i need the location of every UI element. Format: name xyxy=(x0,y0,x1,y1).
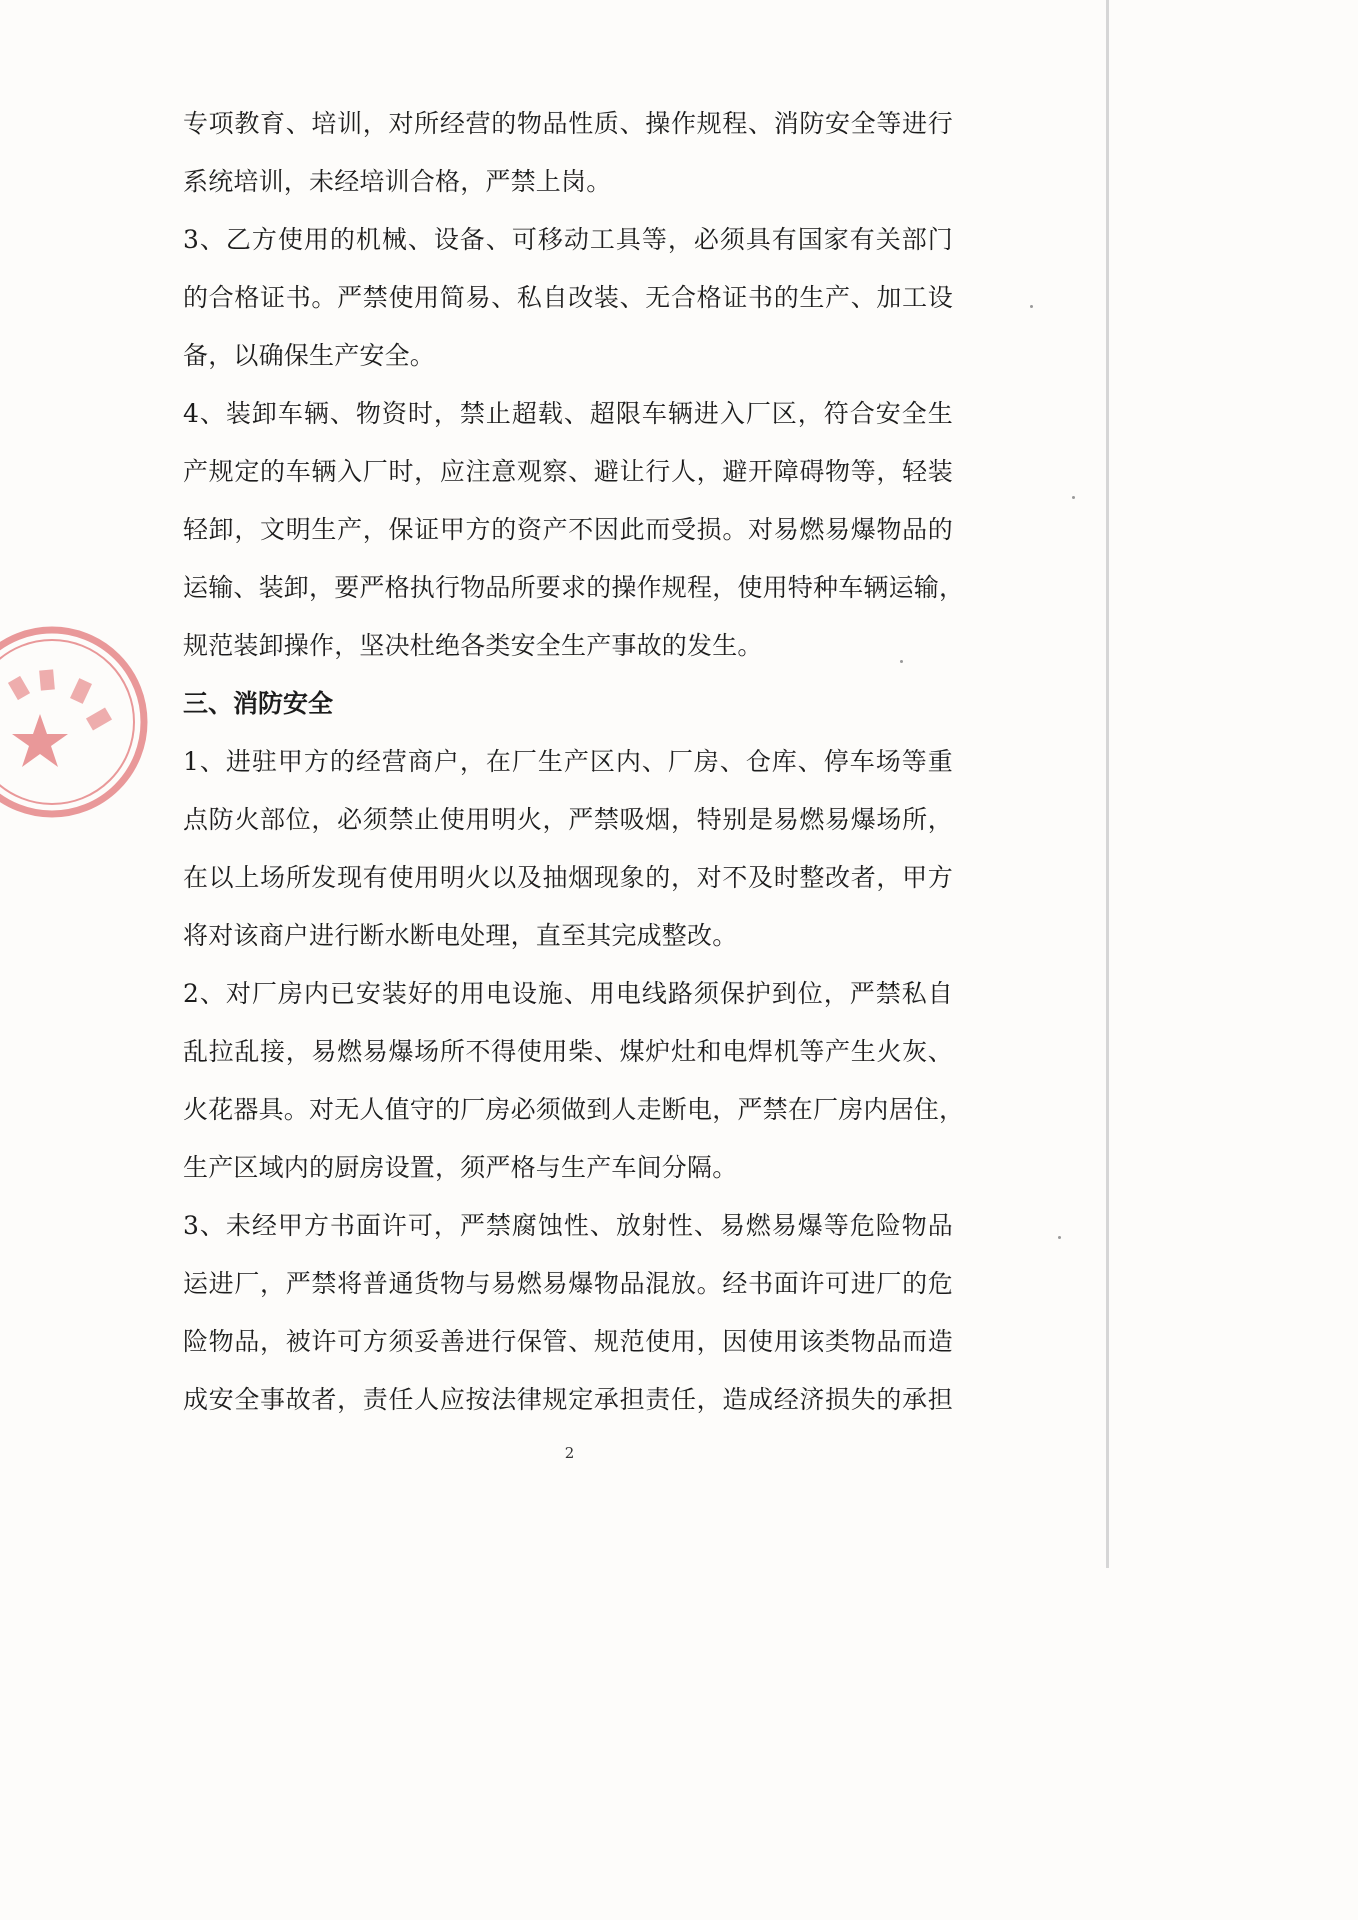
text-line: 3、未经甲方书面许可，严禁腐蚀性、放射性、易燃易爆等危险物品 xyxy=(183,1211,953,1240)
text-line: 4、装卸车辆、物资时，禁止超载、超限车辆进入厂区，符合安全生 xyxy=(183,399,953,428)
text-line: 1、进驻甲方的经营商户，在厂生产区内、厂房、仓库、停车场等重 xyxy=(183,747,953,776)
text-line: 生产区域内的厨房设置，须严格与生产车间分隔。 xyxy=(183,1153,738,1182)
text-line: 2、对厂房内已安装好的用电设施、用电线路须保护到位，严禁私自 xyxy=(183,979,953,1008)
text-line: 在以上场所发现有使用明火以及抽烟现象的，对不及时整改者，甲方 xyxy=(183,863,953,892)
text-line: 3、乙方使用的机械、设备、可移动工具等，必须具有国家有关部门 xyxy=(183,225,953,254)
section-heading: 三、消防安全 xyxy=(183,689,334,718)
text-line: 专项教育、培训，对所经营的物品性质、操作规程、消防安全等进行 xyxy=(183,109,953,138)
seal-text-arc xyxy=(8,669,112,730)
text-line: 轻卸，文明生产，保证甲方的资产不因此而受损。对易燃易爆物品的 xyxy=(183,515,953,544)
page-number: 2 xyxy=(564,1444,575,1462)
text-line: 产规定的车辆入厂时，应注意观察、避让行人，避开障碍物等，轻装 xyxy=(183,457,953,486)
text-line: 运进厂，严禁将普通货物与易燃易爆物品混放。经书面许可进厂的危 xyxy=(183,1269,953,1298)
scan-edge xyxy=(1106,0,1109,1568)
seal-star-icon xyxy=(12,714,68,767)
text-line: 险物品，被许可方须妥善进行保管、规范使用，因使用该类物品而造 xyxy=(183,1327,953,1356)
scan-speck xyxy=(1072,496,1075,499)
text-line: 乱拉乱接，易燃易爆场所不得使用柴、煤炉灶和电焊机等产生火灰、 xyxy=(183,1037,953,1066)
text-line: 成安全事故者，责任人应按法律规定承担责任，造成经济损失的承担 xyxy=(183,1385,953,1414)
text-line: 系统培训，未经培训合格，严禁上岗。 xyxy=(183,167,612,196)
text-line: 运输、装卸，要严格执行物品所要求的操作规程，使用特种车辆运输， xyxy=(183,573,965,602)
scan-speck xyxy=(900,660,903,663)
red-seal-stamp xyxy=(0,622,152,822)
text-line: 的合格证书。严禁使用简易、私自改装、无合格证书的生产、加工设 xyxy=(183,283,953,312)
text-line: 点防火部位，必须禁止使用明火，严禁吸烟，特别是易燃易爆场所， xyxy=(183,805,953,834)
text-line: 规范装卸操作，坚决杜绝各类安全生产事故的发生。 xyxy=(183,631,763,660)
text-line: 备，以确保生产安全。 xyxy=(183,341,436,370)
text-line: 将对该商户进行断水断电处理，直至其完成整改。 xyxy=(183,921,738,950)
scan-speck xyxy=(1030,305,1033,308)
text-line: 火花器具。对无人值守的厂房必须做到人走断电，严禁在厂房内居住， xyxy=(183,1095,965,1124)
scan-speck xyxy=(1058,1236,1061,1239)
